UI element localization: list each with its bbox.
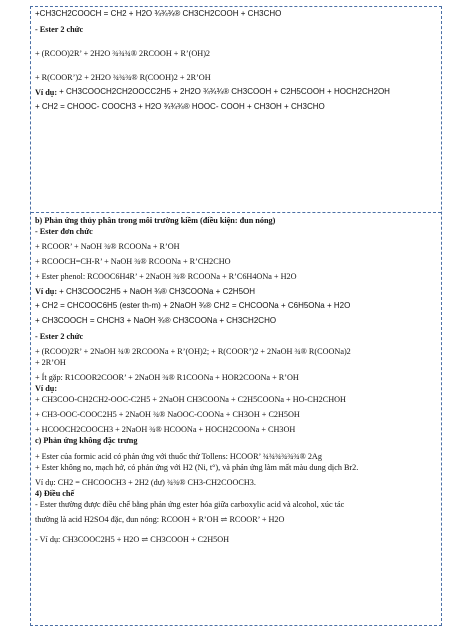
reaction-line: +CH3CH2COOCH = CH2 + H2O ¾¾¾® CH3CH2COOH + CH3CHO — [35, 9, 282, 18]
text-line: thường là acid H2SO4 đặc, đun nóng: RCOOH + R’OH ⇌ RCOOR’ + H2O — [35, 514, 285, 524]
reaction-line: + CH3COOCH = CHCH3 + NaOH ¾® CH3COONa + CH3CH2CHO — [35, 316, 277, 326]
reaction-line: + CH3COO-CH2CH2-OOC-C2H5 + 2NaOH CH3COONa + C2H5COONa + HO-CH2CHOH — [35, 395, 346, 405]
text-line: - Ester thường được điều chế bằng phản ứng ester hóa giữa carboxylic acid và alcohol, xúc tác — [35, 499, 345, 509]
reaction-line: + (RCOO)2R’ + 2H2O ¾¾¾® 2RCOOH + R’(OH)2 — [35, 48, 211, 58]
reaction-line: + Ít gặp: R1COOR2COOR’ + 2NaOH ¾® R1COONa + HOR2COONa + R’OH — [35, 373, 299, 383]
example-label: Ví dụ: — [35, 287, 58, 297]
text-line: - Ví dụ: CH3COOC2H5 + H2O ⇌ CH3COOH + C2H5OH — [35, 534, 230, 544]
example-label: Ví dụ: — [35, 384, 58, 394]
reaction-line: + (RCOO)2R’ + 2NaOH ¾® 2RCOONa + R’(OH)2; + R(COOR’)2 + 2NaOH ¾® R(COONa)2 — [35, 347, 351, 357]
reaction-line: + CH3-OOC-COOC2H5 + 2NaOH ¾® NaOOC-COONa + CH3OH + C2H5OH — [35, 410, 300, 420]
section-title: 4) Điều chế — [35, 488, 75, 498]
text-line: + Ester của formic acid có phản ứng với thuốc thử Tollens: HCOOR’ ¾¾¾¾¾¾® 2Ag — [35, 451, 322, 461]
reaction-line: + 2R’OH — [35, 358, 66, 368]
section-acid-hydrolysis — [31, 7, 441, 213]
text-line: Ví dụ: CH2 = CHCOOCH3 + 2H2 (dư) ¾¾® CH3-CH2COOCH3. — [35, 477, 256, 487]
section-title: c) Phản ứng không đặc trưng — [35, 436, 138, 446]
reaction-line: + CH2 = CHCOOC6H5 (ester th-m) + 2NaOH ¾® CH2 = CHCOONa + C6H5ONa + H2O — [35, 301, 351, 311]
reaction-line: + HCOOCH2COOCH3 + 2NaOH ¾® HCOONa + HOCH2COONa + CH3OH — [35, 425, 296, 435]
reaction-line: + R(COOR’)2 + 2H2O ¾¾¾® R(COOH)2 + 2R’OH — [35, 72, 211, 82]
subheading-ester1: - Ester đơn chức — [35, 227, 93, 237]
subheading-ester2: - Ester 2 chức — [35, 24, 84, 34]
reaction-line: + CH3COOCH2CH2OOCC2H5 + 2H2O ¾¾¾® CH3COOH + C2H5COOH + HOCH2CH2OH — [59, 87, 390, 97]
section-title: b) Phản ứng thủy phân trong môi trường kiềm (điều kiện: đun nóng) — [35, 216, 276, 225]
reaction-line: + RCOOR’ + NaOH ¾® RCOONa + R’OH — [35, 242, 180, 252]
reaction-line: + CH2 = CHOOC- COOCH3 + H2O ¾¾¾® HOOC- COOH + CH3OH + CH3CHO — [35, 102, 325, 112]
reaction-line: + CH3COOC2H5 + NaOH ¾® CH3COONa + C2H5OH — [59, 286, 256, 296]
document-page — [30, 6, 442, 626]
section-base-hydrolysis — [31, 213, 441, 545]
reaction-line: + Ester phenol: RCOOC6H4R’ + 2NaOH ¾® RCOONa + R’C6H4ONa + H2O — [35, 272, 297, 282]
reaction-line: + RCOOCH=CH-R’ + NaOH ¾® RCOONa + R’CH2CHO — [35, 257, 231, 267]
example-label: Ví dụ: — [35, 87, 58, 97]
subheading-ester2: - Ester 2 chức — [35, 331, 84, 341]
text-line: + Ester không no, mạch hở, có phản ứng với H2 (Ni, t°), và phản ứng làm mất màu dung dịch Br2. — [35, 462, 359, 472]
